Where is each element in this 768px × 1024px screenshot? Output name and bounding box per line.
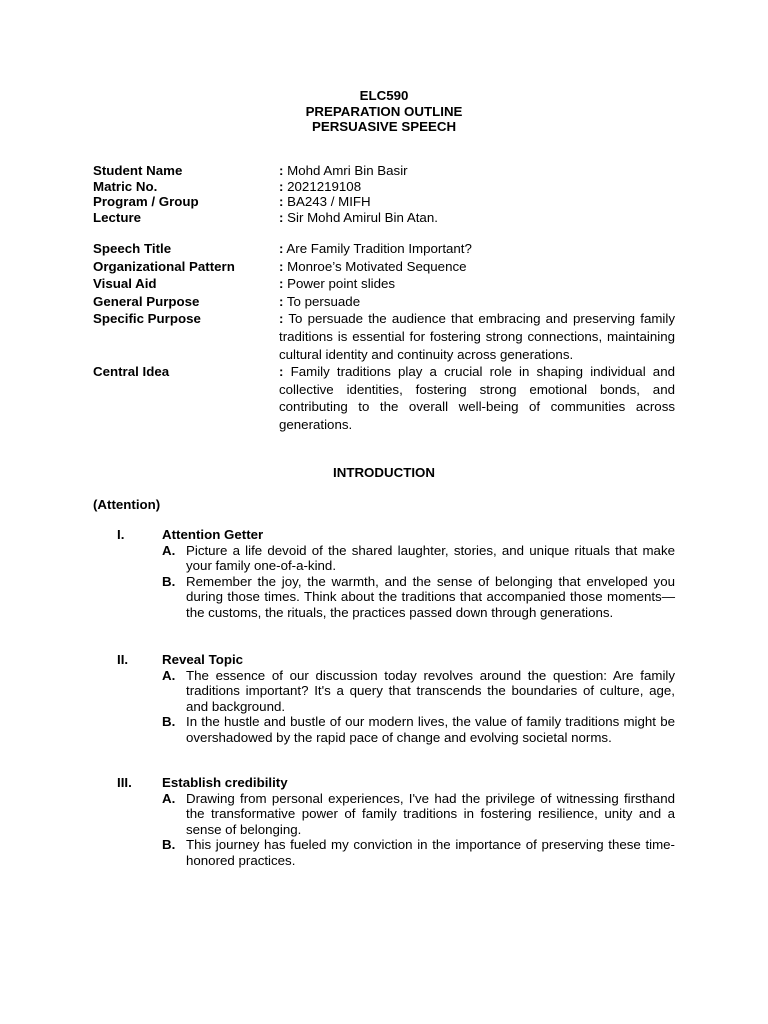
point-text: In the hustle and bustle of our modern lives, the value of family traditions might be overshadowed by the rapid pace of change and evolving societal norms. bbox=[186, 714, 675, 745]
info-value bbox=[279, 258, 675, 276]
info-row-specific-purpose bbox=[93, 310, 675, 363]
info-label: Lecture bbox=[93, 209, 142, 225]
info-label: Speech Title bbox=[93, 241, 172, 256]
course-code: ELC590 bbox=[359, 88, 409, 103]
colon: : bbox=[279, 163, 284, 178]
info-row-speech-title bbox=[93, 240, 675, 258]
info-row-central-idea bbox=[93, 363, 675, 433]
colon: : bbox=[279, 311, 284, 327]
info-value bbox=[279, 293, 675, 311]
info-value-text: Are Family Tradition Important? bbox=[286, 241, 472, 256]
info-value-text: Monroe’s Motivated Sequence bbox=[287, 258, 467, 274]
point-letter: B. bbox=[162, 573, 176, 589]
point-text: Remember the joy, the warmth, and the sense of belonging that enveloped you during those times. Think about the traditions that accompanied those moments—the customs, the rituals, the practices passed down through generations. bbox=[186, 573, 675, 620]
section-numeral: I. bbox=[117, 527, 125, 542]
info-row-program bbox=[93, 194, 675, 210]
colon: : bbox=[279, 364, 284, 380]
section-heading bbox=[93, 527, 675, 543]
info-value-text: 2021219108 bbox=[287, 178, 362, 194]
info-value bbox=[279, 363, 675, 433]
section-establish-credibility bbox=[93, 775, 675, 869]
section-reveal-topic bbox=[93, 652, 675, 746]
point-letter: A. bbox=[162, 667, 176, 683]
info-label: Specific Purpose bbox=[93, 311, 201, 327]
list-item bbox=[93, 574, 675, 621]
section-numeral: III. bbox=[117, 775, 132, 790]
info-row-general-purpose bbox=[93, 293, 675, 311]
colon: : bbox=[279, 293, 284, 309]
info-label: Central Idea bbox=[93, 364, 170, 380]
outline-type: PREPARATION OUTLINE bbox=[305, 103, 463, 119]
section-heading bbox=[93, 775, 675, 791]
colon: : bbox=[279, 241, 284, 256]
info-value bbox=[279, 179, 675, 195]
info-label: Matric No. bbox=[93, 178, 158, 194]
info-value bbox=[279, 163, 675, 179]
section-heading bbox=[93, 652, 675, 668]
info-row-student-name bbox=[93, 163, 675, 179]
speech-info bbox=[93, 240, 675, 434]
document-title bbox=[0, 88, 768, 135]
info-value bbox=[279, 210, 675, 226]
speech-type: PERSUASIVE SPEECH bbox=[311, 119, 457, 135]
student-info bbox=[93, 163, 675, 225]
info-value bbox=[279, 194, 675, 210]
section-title: Reveal Topic bbox=[162, 652, 244, 667]
info-value-text: BA243 / MIFH bbox=[287, 194, 371, 210]
section-numeral: II. bbox=[117, 652, 129, 667]
point-letter: A. bbox=[162, 790, 176, 806]
info-value-text: To persuade bbox=[286, 293, 361, 309]
info-value-text: To persuade the audience that embracing and preserving family traditions is essential for fostering strong connections, maintaining cultural identity and continuity across generations. bbox=[279, 311, 675, 362]
point-letter: B. bbox=[162, 837, 176, 853]
list-item bbox=[93, 543, 675, 574]
point-letter: A. bbox=[162, 542, 176, 558]
attention-label: (Attention) bbox=[93, 497, 161, 512]
point-letter: B. bbox=[162, 714, 176, 730]
info-value bbox=[279, 310, 675, 363]
info-value-text: Power point slides bbox=[287, 276, 396, 292]
point-text: This journey has fueled my conviction in the importance of preserving these time-honored practices. bbox=[186, 837, 675, 868]
colon: : bbox=[279, 178, 284, 194]
info-row-matric bbox=[93, 179, 675, 195]
colon: : bbox=[279, 276, 284, 292]
info-label: Visual Aid bbox=[93, 276, 157, 292]
point-text: Drawing from personal experiences, I've had the privilege of witnessing firsthand the transformative power of family traditions in fostering resilience, unity and a sense of belonging. bbox=[186, 790, 675, 837]
colon: : bbox=[279, 258, 284, 274]
point-text: The essence of our discussion today revolves around the question: Are family traditions important? It's a query that transcends the boundaries of culture, age, and background. bbox=[186, 667, 675, 714]
info-label: Organizational Pattern bbox=[93, 258, 235, 274]
introduction-heading: INTRODUCTION bbox=[333, 465, 435, 480]
info-value-text: Mohd Amri Bin Basir bbox=[287, 163, 408, 178]
list-item bbox=[93, 668, 675, 715]
info-value bbox=[279, 275, 675, 293]
section-title: Attention Getter bbox=[162, 527, 264, 542]
info-value bbox=[279, 240, 675, 258]
info-label: Program / Group bbox=[93, 194, 199, 210]
info-value-text: Sir Mohd Amirul Bin Atan. bbox=[287, 209, 438, 225]
colon: : bbox=[279, 209, 284, 225]
section-title: Establish credibility bbox=[162, 775, 288, 790]
info-value-text: Family traditions play a crucial role in shaping individual and collective identities, fostering strong emotional bonds, and contributing to the overall well-being of communities across generations. bbox=[279, 364, 675, 432]
info-row-lecture bbox=[93, 210, 675, 226]
point-text: Picture a life devoid of the shared laughter, stories, and unique rituals that make your family one-of-a-kind. bbox=[186, 542, 675, 574]
info-label: General Purpose bbox=[93, 293, 200, 309]
list-item bbox=[93, 791, 675, 838]
info-row-pattern bbox=[93, 258, 675, 276]
list-item bbox=[93, 714, 675, 745]
info-row-visual-aid bbox=[93, 275, 675, 293]
list-item bbox=[93, 837, 675, 868]
section-attention-getter bbox=[93, 527, 675, 621]
colon: : bbox=[279, 194, 284, 210]
info-label: Student Name bbox=[93, 163, 183, 178]
